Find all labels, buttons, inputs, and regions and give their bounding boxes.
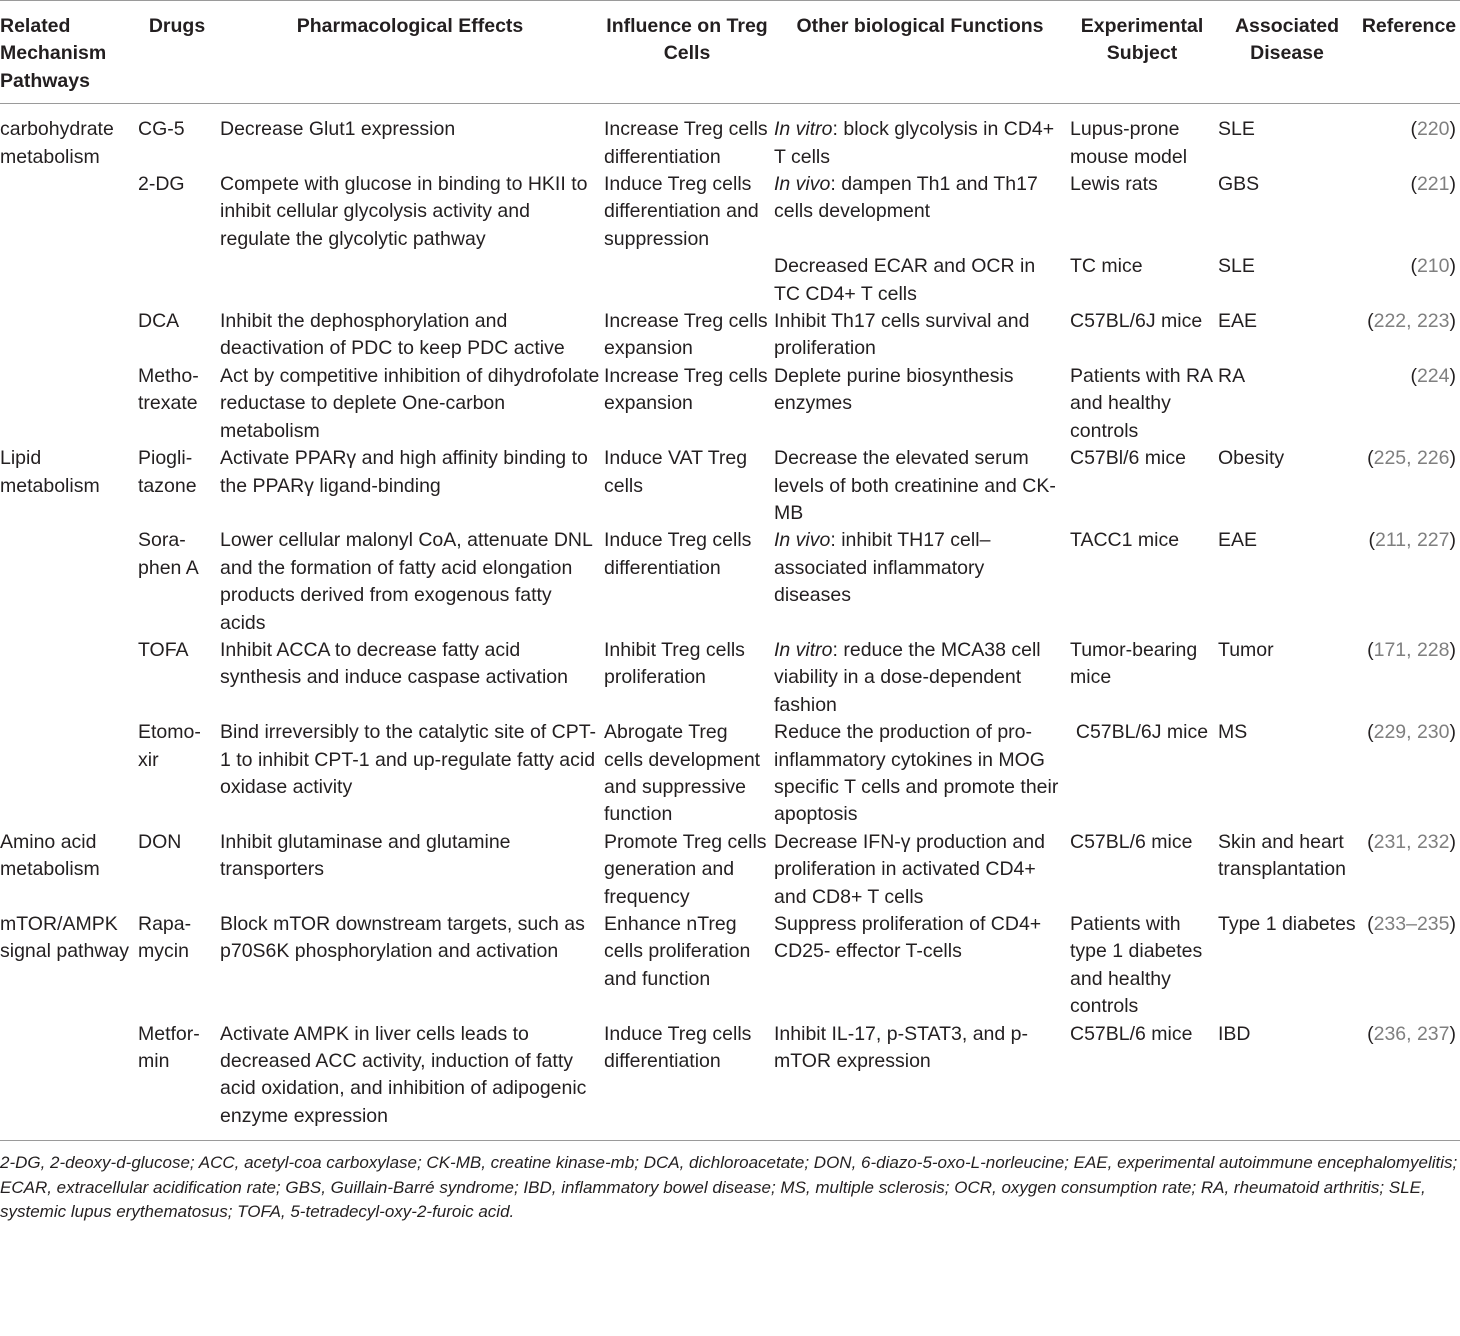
treg-cell [602,527,772,637]
reference-open: ( [1368,529,1376,552]
disease-text: Tumor [1218,638,1274,661]
pathway-text: Amino acid metabolism [0,830,100,881]
reference-close: ) [1449,255,1456,278]
function-cell [772,171,1068,253]
function-text: Suppress proliferation of CD4+ CD25- effector T-cells [774,913,1042,963]
disease-cell [1216,719,1358,829]
function-emphasis: In vivo [774,173,831,196]
reference-number: 210 [1416,255,1450,278]
subject-cell [1068,308,1216,363]
drug-cell [136,104,218,171]
reference-open: ( [1367,913,1374,935]
treg-text: Promote Treg cells generation and frequency [604,830,767,908]
subject-text: Patients with type 1 diabetes and healthy controls [1070,913,1203,1018]
treg-cell [602,911,772,1021]
subject-text: TACC1 mice [1070,529,1180,552]
pathway-cell [0,104,136,171]
effect-text: Inhibit the dephosphorylation and deactivation of PDC to keep PDC active [220,310,565,360]
table-row [0,527,1460,637]
pathway-cell [0,308,136,363]
treg-cell [602,719,772,829]
disease-cell [1216,253,1358,308]
drug-cell [136,253,218,308]
reference-close: ) [1449,721,1456,744]
function-cell [772,829,1068,911]
table-row [0,308,1460,363]
function-text: Decrease IFN-γ production and proliferation in activated CD4+ and CD8+ T cells [774,830,1045,908]
table-row [0,829,1460,911]
effect-cell [218,719,602,829]
reference-open: ( [1410,255,1417,278]
reference-number: 233–235 [1373,913,1450,935]
drug-cell [136,171,218,253]
function-cell [772,308,1068,363]
pathway-cell [0,1021,136,1141]
function-text: Inhibit Th17 cells survival and proliferation [774,310,1030,360]
table-row [0,637,1460,719]
treg-text: Increase Treg cells expansion [604,364,768,415]
reference-close: ) [1449,447,1456,470]
table-row [0,719,1460,829]
reference-cell [1358,171,1460,253]
drug-cell [136,637,218,719]
subject-text: TC mice [1070,255,1143,278]
subject-cell [1068,911,1216,1021]
disease-text: EAE [1218,310,1258,333]
reference-open: ( [1367,830,1374,853]
reference-cell [1358,1021,1460,1141]
pathway-cell [0,637,136,719]
reference-number: 229, 230 [1373,721,1450,744]
reference-close: ) [1449,364,1456,387]
reference-cell [1358,104,1460,171]
function-cell [772,104,1068,171]
disease-cell [1216,445,1358,527]
pathway-cell [0,253,136,308]
reference-close: ) [1449,529,1456,552]
effect-text: Inhibit glutaminase and glutamine transporters [220,830,511,881]
subject-text: C57BL/6 mice [1070,1022,1193,1045]
pathway-text: carbohydrate metabolism [0,118,114,168]
disease-text: RA [1218,364,1246,387]
drug-text: Metfor-min [138,1022,200,1073]
disease-cell [1216,363,1358,445]
reference-cell [1358,527,1460,637]
effect-text: Lower cellular malonyl CoA, attenuate DNL and the formation of fatty acid elongation products derived from exogenous fatty acids [220,529,593,634]
disease-text: IBD [1218,1022,1251,1045]
disease-cell [1216,308,1358,363]
effect-cell [218,253,602,308]
drug-text: Piogli-tazone [138,447,197,497]
treg-text: Increase Treg cells differentiation [604,118,768,168]
effect-text: Activate PPARγ and high affinity binding to the PPARγ ligand-binding [220,447,588,497]
effect-text: Bind irreversibly to the catalytic site of CPT-1 to inhibit CPT-1 and up-regulate fatty acid oxidase activity [220,721,597,798]
treg-cell [602,253,772,308]
drug-cell [136,308,218,363]
subject-cell [1068,253,1216,308]
treg-cell [602,829,772,911]
treg-cell [602,308,772,363]
treg-text: Induce Treg cells differentiation [604,529,752,579]
pathway-text: mTOR/AMPK signal pathway [0,913,129,963]
treg-text: Abrogate Treg cells development and suppressive function [604,721,761,826]
header-disease: Associated Disease [1216,1,1358,104]
pathway-text: Lipid metabolism [0,447,100,497]
subject-text: C57BL/6J mice [1070,310,1203,333]
treg-text: Induce Treg cells differentiation and suppression [604,173,759,250]
drug-text: Etomo-xir [138,721,201,771]
function-text: Decrease the elevated serum levels of both creatinine and CK-MB [774,447,1056,524]
table-row [0,104,1460,171]
reference-close: ) [1449,310,1456,333]
disease-text: Skin and heart transplantation [1218,830,1346,881]
subject-text: Patients with RA and healthy controls [1070,364,1212,442]
function-emphasis: In vitro [774,638,833,661]
reference-close: ) [1449,118,1456,141]
treg-cell [602,445,772,527]
subject-cell [1068,829,1216,911]
disease-text: Type 1 diabetes [1218,913,1356,935]
subject-cell [1068,171,1216,253]
effect-cell [218,911,602,1021]
reference-open: ( [1367,721,1374,744]
drug-cell [136,829,218,911]
header-treg: Influence on Treg Cells [602,1,772,104]
reference-close: ) [1449,173,1456,196]
function-text: : reduce the MCA38 cell viability in a dose-dependent fashion [774,638,1041,716]
reference-open: ( [1367,638,1374,661]
drug-cell [136,363,218,445]
table-row [0,363,1460,445]
reference-cell [1358,445,1460,527]
drug-text: TOFA [138,638,189,661]
subject-cell [1068,719,1216,829]
reference-number: 221 [1416,173,1450,196]
reference-open: ( [1367,310,1374,333]
disease-cell [1216,637,1358,719]
reference-open: ( [1410,173,1417,196]
disease-cell [1216,104,1358,171]
effect-cell [218,637,602,719]
subject-cell [1068,363,1216,445]
header-functions: Other biological Functions [772,1,1068,104]
effect-text: Act by competitive inhibition of dihydrofolate reductase to deplete One-carbon metabolism [220,364,600,442]
effect-cell [218,445,602,527]
subject-text: Tumor-bearing mice [1070,638,1198,689]
reference-cell [1358,911,1460,1021]
subject-text: C57Bl/6 mice [1070,447,1186,470]
drug-cell [136,1021,218,1141]
effect-text: Block mTOR downstream targets, such as p70S6K phosphorylation and activation [220,913,585,963]
reference-cell [1358,829,1460,911]
disease-text: GBS [1218,173,1260,196]
table-header-row [0,1,1460,104]
subject-cell [1068,104,1216,171]
function-cell [772,719,1068,829]
reference-close: ) [1449,638,1456,661]
pathway-cell [0,445,136,527]
treg-text: Induce VAT Treg cells [604,447,748,497]
reference-cell [1358,719,1460,829]
reference-cell [1358,363,1460,445]
function-cell [772,253,1068,308]
subject-text: C57BL/6 mice [1070,830,1193,853]
reference-close: ) [1449,1022,1456,1045]
reference-number: 220 [1416,118,1450,141]
pathway-cell [0,719,136,829]
reference-number: 222, 223 [1373,310,1450,333]
function-text: Inhibit IL-17, p-STAT3, and p-mTOR expression [774,1022,1028,1073]
effect-text: Activate AMPK in liver cells leads to decreased ACC activity, induction of fatty acid oxidation, and inhibition of adipogenic enzyme expression [220,1022,587,1127]
table-row [0,171,1460,253]
reference-close: ) [1449,913,1456,935]
reference-number: 236, 237 [1373,1022,1450,1045]
reference-open: ( [1367,1022,1374,1045]
function-emphasis: In vivo [774,529,831,552]
reference-open: ( [1410,364,1417,387]
treg-text: Induce Treg cells differentiation [604,1022,752,1073]
subject-text: Lupus-prone mouse model [1070,118,1188,168]
pathway-cell [0,527,136,637]
reference-number: 224 [1416,364,1450,387]
effect-cell [218,829,602,911]
effect-cell [218,104,602,171]
function-text: Deplete purine biosynthesis enzymes [774,364,1014,415]
effect-cell [218,527,602,637]
treg-text: Increase Treg cells expansion [604,310,768,360]
disease-text: SLE [1218,255,1255,278]
treg-cell [602,171,772,253]
function-text: : inhibit TH17 cell–associated inflammatory diseases [774,529,991,607]
table-row [0,445,1460,527]
disease-text: Obesity [1218,447,1285,470]
function-cell [772,527,1068,637]
drug-text: 2-DG [138,173,185,196]
drug-cell [136,719,218,829]
effect-cell [218,171,602,253]
function-text: : dampen Th1 and Th17 cells development [774,173,1038,223]
effect-text: Inhibit ACCA to decrease fatty acid synthesis and induce caspase activation [220,638,568,689]
function-text: Decreased ECAR and OCR in TC CD4+ T cells [774,255,1036,305]
reference-open: ( [1367,447,1374,470]
pathway-cell [0,911,136,1021]
disease-text: MS [1218,721,1248,744]
reference-number: 231, 232 [1373,830,1450,853]
treg-cell [602,363,772,445]
header-reference: Reference [1358,1,1460,104]
effect-text: Compete with glucose in binding to HKII to inhibit cellular glycolysis activity and regulate the glycolytic pathway [220,173,588,250]
table-body [0,104,1460,1141]
subject-cell [1068,1021,1216,1141]
treg-cell [602,1021,772,1141]
function-cell [772,637,1068,719]
drug-text: DCA [138,310,180,333]
table-row [0,911,1460,1021]
disease-text: SLE [1218,118,1255,141]
drug-cell [136,911,218,1021]
table-row [0,1021,1460,1141]
table-footnote: 2-DG, 2-deoxy-d-glucose; ACC, acetyl-coa carboxylase; CK-MB, creatine kinase-mb; DCA, dichloroacetate; DON, 6-diazo-5-oxo-L-norleucine; EAE, experimental autoimmune encephalomyelitis; ECAR, extracellular acidification rate; GBS, Guillain-Barré syndrome; IBD, inflammatory bowel disease; MS, multiple sclerosis; OCR, oxygen consumption rate; RA, rheumatoid arthritis; SLE, systemic lupus erythematosus; TOFA, 5-tetradecyl-oxy-2-furoic acid. [0,1153,1458,1222]
pathway-cell [0,363,136,445]
pathway-cell [0,171,136,253]
reference-number: 211, 227 [1375,529,1450,552]
header-drugs: Drugs [136,1,218,104]
drug-cell [136,527,218,637]
drug-text: Rapa-mycin [138,913,192,963]
reference-close: ) [1449,830,1456,853]
function-text: : block glycolysis in CD4+ T cells [774,118,1055,168]
reference-cell [1358,253,1460,308]
subject-cell [1068,527,1216,637]
subject-cell [1068,637,1216,719]
treg-text: Inhibit Treg cells proliferation [604,638,745,689]
reference-cell [1358,308,1460,363]
disease-cell [1216,1021,1358,1141]
reference-number: 171, 228 [1373,638,1450,661]
treg-cell [602,637,772,719]
header-effects: Pharmacological Effects [218,1,602,104]
disease-cell [1216,829,1358,911]
drug-text: Sora-phen A [138,529,199,579]
effect-cell [218,308,602,363]
treg-cell [602,104,772,171]
subject-cell [1068,445,1216,527]
effect-text: Decrease Glut1 expression [220,118,456,141]
function-cell [772,911,1068,1021]
drug-cell [136,445,218,527]
function-cell [772,445,1068,527]
header-subject: Experimental Subject [1068,1,1216,104]
function-cell [772,363,1068,445]
subject-text: C57BL/6J mice [1075,721,1209,744]
effect-cell [218,1021,602,1141]
disease-cell [1216,171,1358,253]
drug-text: DON [138,830,182,853]
pathway-cell [0,829,136,911]
reference-cell [1358,637,1460,719]
disease-cell [1216,527,1358,637]
disease-text: EAE [1218,529,1258,552]
disease-cell [1216,911,1358,1021]
function-text: Reduce the production of pro-inflammatory cytokines in MOG specific T cells and promote their apoptosis [774,721,1059,826]
header-pathway: Related Mechanism Pathways [0,1,136,104]
treg-text: Enhance nTreg cells proliferation and function [604,913,751,990]
effect-cell [218,363,602,445]
drug-text: Metho-trexate [138,364,199,415]
subject-text: Lewis rats [1070,173,1158,196]
function-emphasis: In vitro [774,118,833,141]
reference-open: ( [1410,118,1417,141]
function-cell [772,1021,1068,1141]
reference-number: 225, 226 [1373,447,1450,470]
table-row [0,253,1460,308]
drug-text: CG-5 [138,118,185,141]
